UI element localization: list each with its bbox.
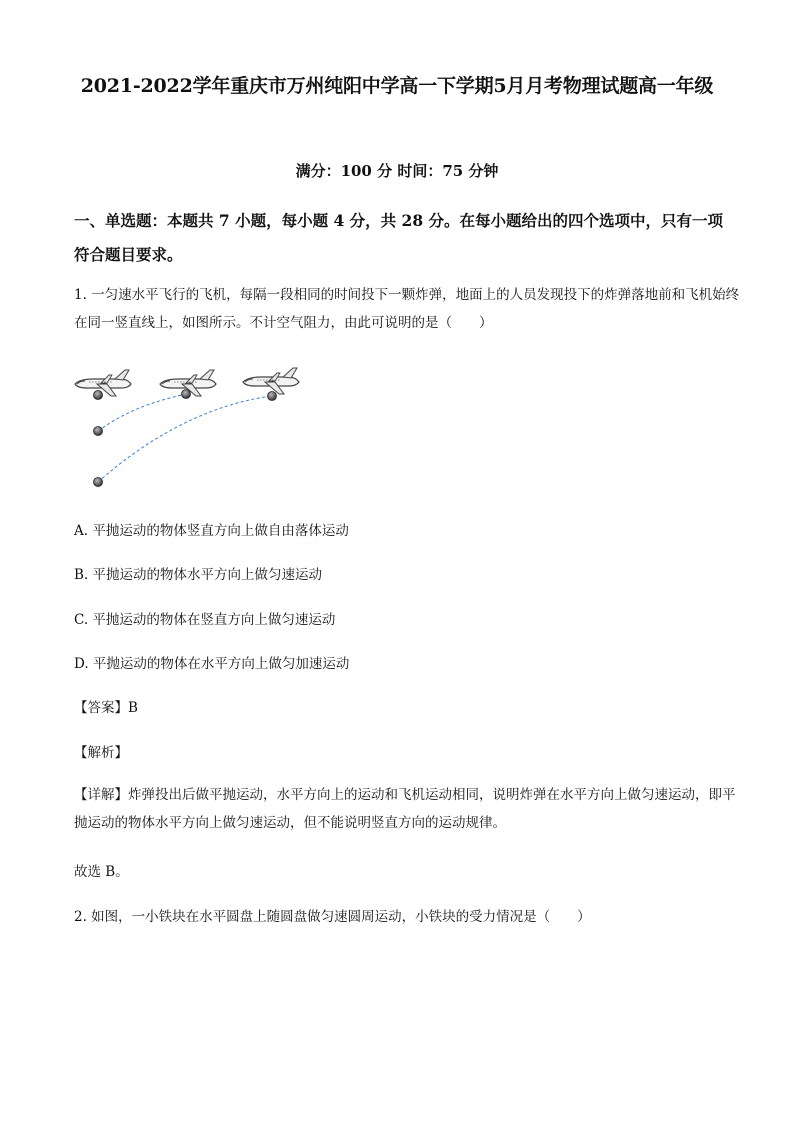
analysis-label: 【解析】 — [74, 745, 128, 761]
option-d: D. 平抛运动的物体在水平方向上做匀加速运动 — [74, 656, 350, 672]
question-2-stem: 2. 如图，一小铁块在水平圆盘上随圆盘做匀速圆周运动，小铁块的受力情况是（ ） — [74, 909, 591, 925]
option-b: B. 平抛运动的物体水平方向上做匀速运动 — [74, 567, 323, 583]
question-1-stem: 1. 一匀速水平飞行的飞机，每隔一段相同的时间投下一颗炸弹，地面上的人员发现投下的炸弹落地前和飞机始终在同一竖直线上，如图所示。不计空气阻力，由此可说明的是（ ） — [74, 287, 740, 331]
airplane-icon — [243, 368, 299, 394]
document-title: 2021-2022学年重庆市万州纯阳中学高一下学期5月月考物理试题高一年级 — [80, 75, 714, 97]
bomb-icon — [94, 427, 103, 436]
airplane-icon — [75, 370, 131, 396]
bomb-icon — [94, 391, 103, 400]
exam-info: 满分：100 分 时间：75 分钟 — [295, 162, 499, 180]
option-c: C. 平抛运动的物体在竖直方向上做匀速运动 — [74, 612, 336, 628]
detailed-explanation: 【详解】炸弹投出后做平抛运动，水平方向上的运动和飞机运动相同，说明炸弹在水平方向上做匀速运动，即平抛运动的物体水平方向上做匀速运动，但不能说明竖直方向的运动规律。 — [74, 787, 736, 831]
bomb-icon — [268, 392, 277, 401]
section-heading: 一、单选题：本题共 7 小题，每小题 4 分，共 28 分。在每小题给出的四个选项中，只有一项符合题目要求。 — [74, 211, 724, 264]
option-a: A. 平抛运动的物体竖直方向上做自由落体运动 — [74, 523, 349, 539]
bomb-icon — [94, 478, 103, 487]
answer-label: 【答案】B — [74, 700, 138, 716]
airplane-bomb-figure — [70, 358, 310, 498]
conclusion: 故选 B。 — [74, 864, 129, 880]
bomb-icon — [182, 390, 191, 399]
